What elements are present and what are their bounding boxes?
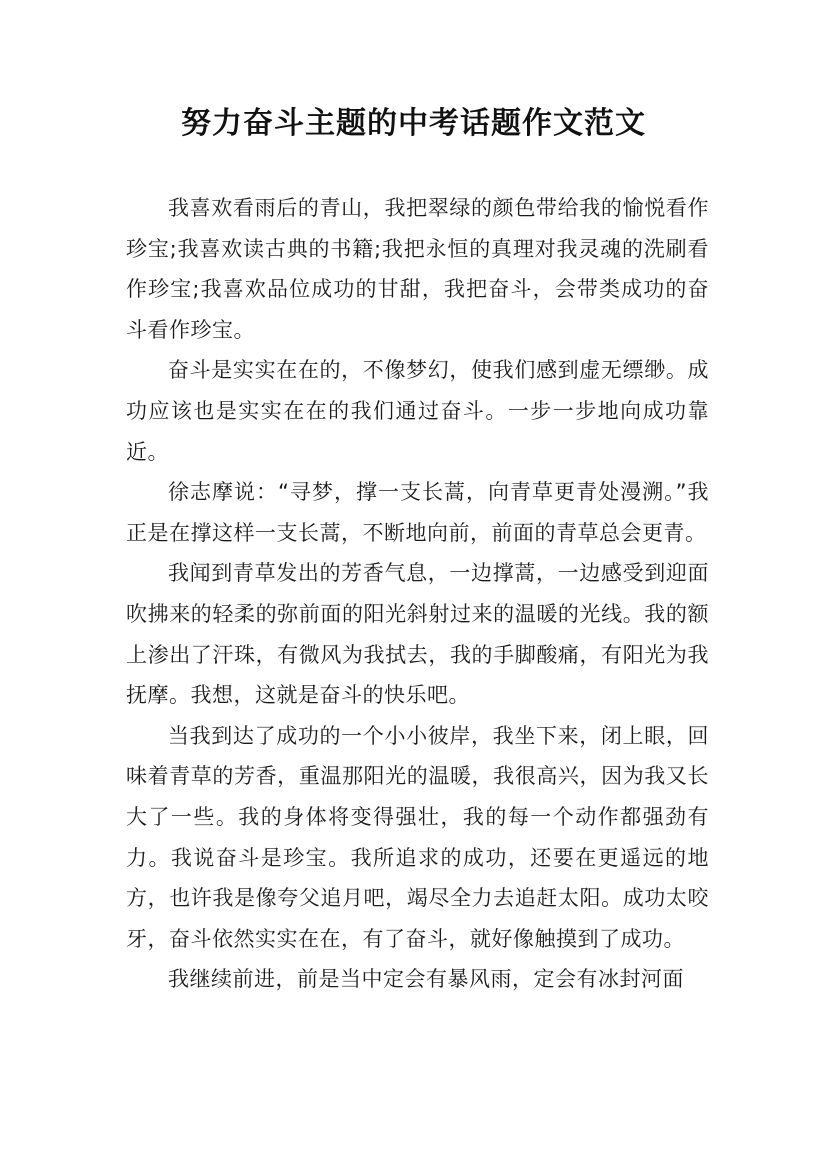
paragraph-3: 徐志摩说：“寻梦，撑一支长蒿，向青草更青处漫溯。”我正是在撑这样一支长蒿，不断地向前，前面的青草总会更青。 bbox=[126, 480, 709, 545]
document-title: 努力奋斗主题的中考话题作文范文 bbox=[181, 106, 646, 141]
paragraph-1: 我喜欢看雨后的青山，我把翠绿的颜色带给我的愉悦看作珍宝;我喜欢读古典的书籍;我把永恒的真理对我灵魂的洗刷看作珍宝;我喜欢品位成功的甘甜，我把奋斗，会带类成功的奋斗看作珍宝。 bbox=[126, 196, 709, 342]
paragraph-6: 我继续前进，前是当中定会有暴风雨，定会有冰封河面 bbox=[168, 967, 684, 992]
paragraph-4: 我闻到青草发出的芳香气息，一边撑蒿，一边感受到迎面吹拂来的轻柔的弥前面的阳光斜射过来的温暖的光线。我的额上渗出了汗珠，有微风为我拭去，我的手脚酸痛，有阳光为我抚摩。我想，这就是奋斗的快乐吧。 bbox=[126, 561, 709, 708]
paragraph-2: 奋斗是实实在在的，不像梦幻，使我们感到虚无缥缈。成功应该也是实实在在的我们通过奋斗。一步一步地向成功靠近。 bbox=[126, 358, 709, 464]
paragraph-5: 当我到达了成功的一个小小彼岸，我坐下来，闭上眼，回味着青草的芳香，重温那阳光的温暖，我很高兴，因为我又长大了一些。我的身体将变得强壮，我的每一个动作都强劲有力。我说奋斗是珍宝。我所追求的成功，还要在更遥远的地方，也许我是像夸父追月吧，竭尽全力去追赶太阳。成功太咬牙，奋斗依然实实在在，有了奋斗，就好像触摸到了成功。 bbox=[126, 723, 709, 951]
document-body bbox=[126, 188, 709, 1000]
